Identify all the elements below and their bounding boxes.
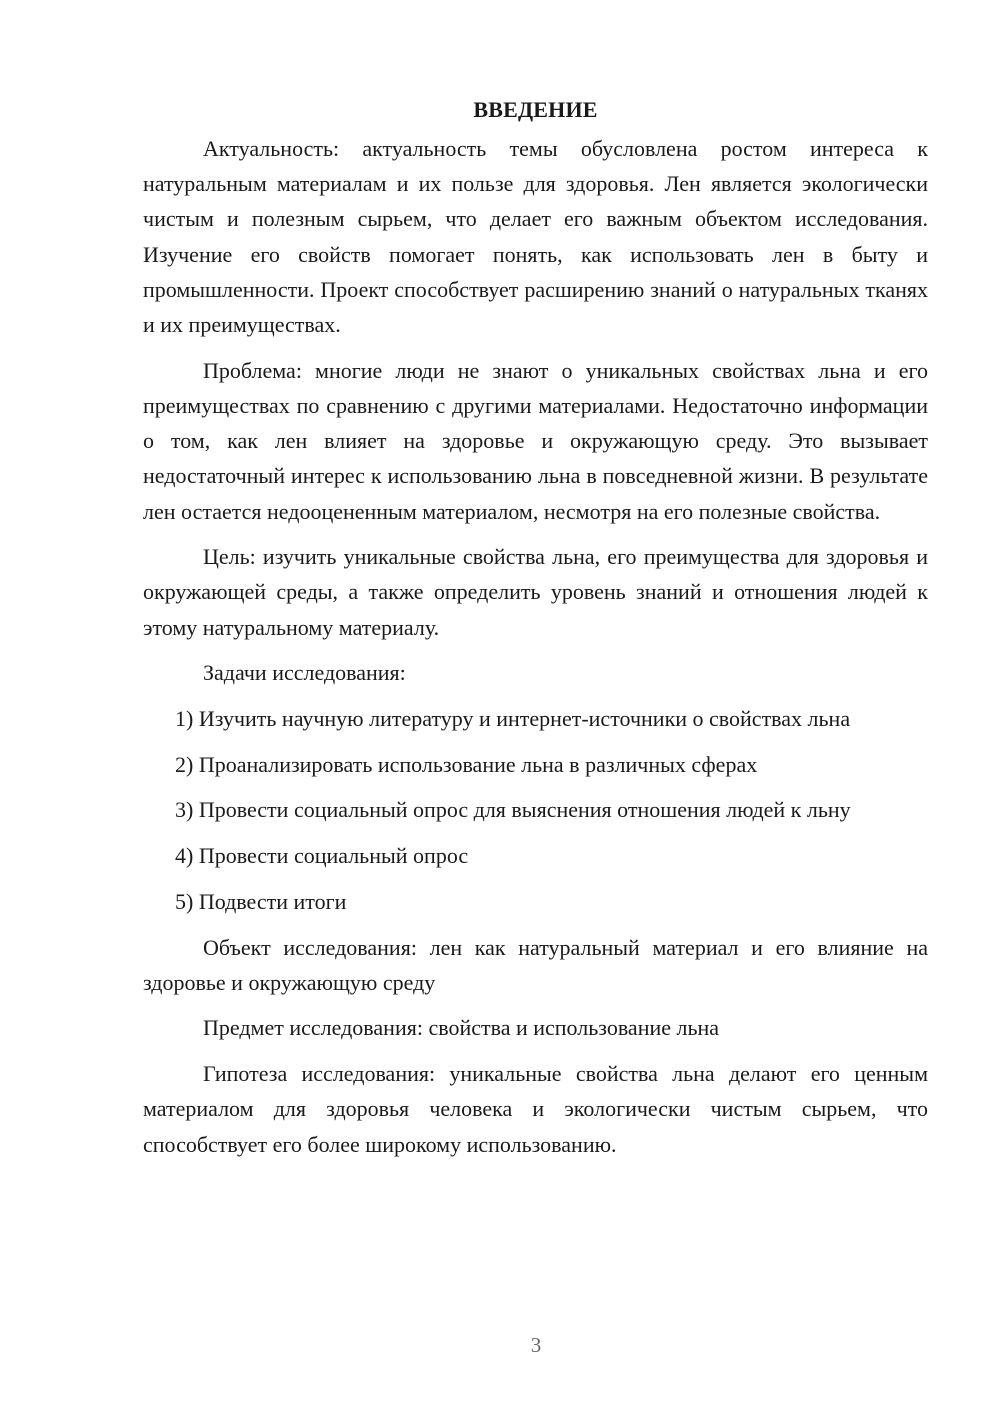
page-number: 3 bbox=[530, 1333, 542, 1357]
list-item: 3) Провести социальный опрос для выяснения отношения людей к льну bbox=[175, 797, 851, 823]
list-item: 5) Подвести итоги bbox=[175, 888, 347, 914]
paragraph-object: Объект исследования: лен как натуральный материал и его влияние на здоровье и окружающую среду bbox=[143, 934, 928, 995]
page-title: ВВЕДЕНИЕ bbox=[473, 97, 598, 122]
page-content bbox=[143, 92, 928, 1172]
list-item: 4) Провести социальный опрос bbox=[175, 843, 469, 869]
tasks-heading: Задачи исследования: bbox=[203, 660, 406, 686]
paragraph-subject: Предмет исследования: свойства и использование льна bbox=[203, 1015, 720, 1041]
list-item: 2) Проанализировать использование льна в различных сферах bbox=[175, 751, 758, 777]
paragraph-hypothesis: Гипотеза исследования: уникальные свойства льна делают его ценным материалом для здоровья человека и экологически чистым сырьем, что способствует его более широкому использованию. bbox=[143, 1061, 928, 1157]
list-item: 1) Изучить научную литературу и интернет-источники о свойствах льна bbox=[175, 706, 851, 732]
paragraph-problem: Проблема: многие люди не знают о уникальных свойствах льна и его преимуществах по сравнению с другими материалами. Недостаточно информации о том, как лен влияет на здоровье и окружающую среду. Это вызывает недостаточный интерес к использованию льна в повседневной жизни. В результате лен остается недооцененным материалом, несмотря на его полезные свойства. bbox=[143, 357, 928, 524]
paragraph-goal: Цель: изучить уникальные свойства льна, его преимущества для здоровья и окружающей среды, а также определить уровень знаний и отношения людей к этому натуральному материалу. bbox=[143, 544, 928, 640]
paragraph-relevance: Актуальность: актуальность темы обусловлена ростом интереса к натуральным материалам и их пользе для здоровья. Лен является экологически чистым и полезным сырьем, что делает его важным объектом исследования. Изучение его свойств помогает понять, как использовать лен в быту и промышленности. Проект способствует расширению знаний о натуральных тканях и их преимуществах. bbox=[143, 136, 928, 338]
tasks-list bbox=[143, 701, 928, 919]
